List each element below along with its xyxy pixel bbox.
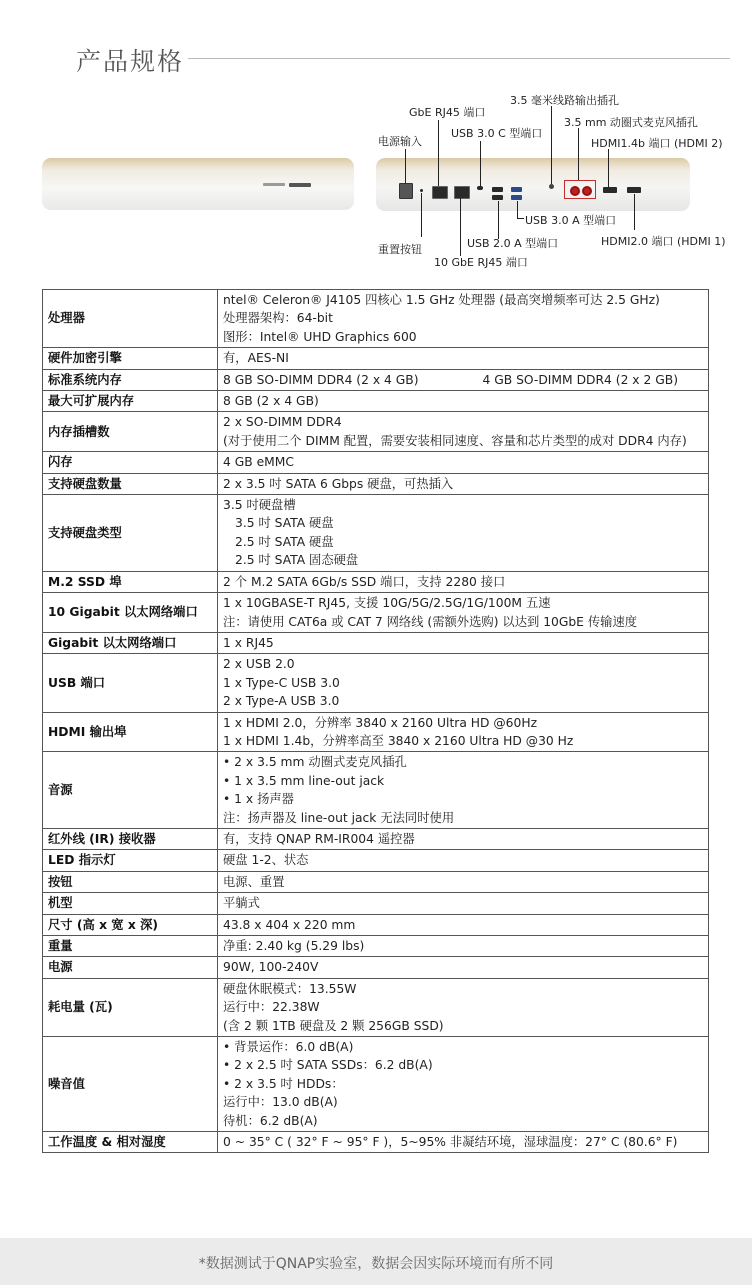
spec-label: 最大可扩展内存 bbox=[43, 391, 218, 412]
spec-label: HDMI 输出埠 bbox=[43, 712, 218, 752]
table-row bbox=[43, 391, 709, 412]
table-row bbox=[43, 369, 709, 390]
gbe-port bbox=[432, 186, 448, 199]
spec-value: 有，AES-NI bbox=[218, 348, 709, 369]
spec-value: 8 GB (2 x 4 GB) bbox=[218, 391, 709, 412]
leader-line bbox=[517, 201, 518, 218]
spec-label: 尺寸 (高 x 宽 x 深) bbox=[43, 914, 218, 935]
table-row bbox=[43, 348, 709, 369]
label-10gbe: 10 GbE RJ45 端口 bbox=[434, 256, 528, 269]
spec-table bbox=[42, 289, 709, 1153]
spec-value: 硬盘休眠模式：13.55W 运行中：22.38W (含 2 颗 1TB 硬盘及 2 颗 256GB SSD) bbox=[218, 978, 709, 1036]
spec-value: 平躺式 bbox=[218, 893, 709, 914]
leader-line bbox=[608, 149, 609, 187]
spec-value: • 2 x 3.5 mm 动圈式麦克风插孔 • 1 x 3.5 mm line-out jack • 1 x 扬声器 注：扬声器及 line-out jack 无法同时使用 bbox=[218, 752, 709, 829]
leader-line bbox=[517, 218, 524, 219]
label-line-out: 3.5 毫米线路输出插孔 bbox=[510, 94, 619, 107]
mic-jack bbox=[582, 186, 592, 196]
leader-line bbox=[421, 193, 422, 237]
spec-value: 8 GB SO-DIMM DDR4 (2 x 4 GB) 4 GB SO-DIMM DDR4 (2 x 2 GB) bbox=[218, 369, 709, 390]
spec-label: LED 指示灯 bbox=[43, 850, 218, 871]
leader-line bbox=[405, 149, 406, 183]
table-row bbox=[43, 632, 709, 653]
label-hdmi14: HDMI1.4b 端口 (HDMI 2) bbox=[591, 137, 723, 150]
line-out-jack bbox=[549, 184, 554, 189]
spec-value: 2 个 M.2 SATA 6Gb/s SSD 端口，支持 2280 接口 bbox=[218, 571, 709, 592]
spec-value: 1 x 10GBASE-T RJ45, 支援 10G/5G/2.5G/1G/100M 五速 注：请使用 CAT6a 或 CAT 7 网络线 (需额外选购) 以达到 10GbE 传输速度 bbox=[218, 593, 709, 633]
table-row bbox=[43, 850, 709, 871]
spec-value: 1 x HDMI 2.0，分辨率 3840 x 2160 Ultra HD @60Hz 1 x HDMI 1.4b，分辨率高至 3840 x 2160 Ultra HD @30 Hz bbox=[218, 712, 709, 752]
table-row bbox=[43, 593, 709, 633]
leader-line bbox=[498, 201, 499, 239]
table-row bbox=[43, 412, 709, 452]
spec-label: USB 端口 bbox=[43, 654, 218, 712]
spec-label: M.2 SSD 埠 bbox=[43, 571, 218, 592]
label-usb2a: USB 2.0 A 型端口 bbox=[467, 237, 559, 250]
table-row bbox=[43, 828, 709, 849]
table-row bbox=[43, 1132, 709, 1153]
table-row bbox=[43, 871, 709, 892]
spec-label: Gigabit 以太网络端口 bbox=[43, 632, 218, 653]
spec-label: 红外线 (IR) 接收器 bbox=[43, 828, 218, 849]
spec-value: 90W, 100-240V bbox=[218, 957, 709, 978]
spec-label: 工作温度 & 相对湿度 bbox=[43, 1132, 218, 1153]
spec-label: 耗电量 (瓦) bbox=[43, 978, 218, 1036]
usb2-port bbox=[492, 195, 503, 200]
10gbe-port bbox=[454, 186, 470, 199]
leader-line bbox=[480, 141, 481, 186]
table-row bbox=[43, 936, 709, 957]
spec-value: 43.8 x 404 x 220 mm bbox=[218, 914, 709, 935]
spec-value: 3.5 吋硬盘槽 3.5 吋 SATA 硬盘 2.5 吋 SATA 硬盘 2.5 吋 SATA 固态硬盘 bbox=[218, 495, 709, 572]
footer-note: *数据测试于QNAP实验室，数据会因实际环境而有所不同 bbox=[198, 1256, 554, 1272]
hdmi-port bbox=[603, 187, 617, 193]
label-gbe-rj45: GbE RJ45 端口 bbox=[409, 106, 486, 119]
table-row bbox=[43, 495, 709, 572]
spec-value: • 背景运作：6.0 dB(A) • 2 x 2.5 吋 SATA SSDs：6.2 dB(A) • 2 x 3.5 吋 HDDs： 运行中：13.0 dB(A) 待机：6.2 dB(A) bbox=[218, 1037, 709, 1132]
spec-label: 闪存 bbox=[43, 452, 218, 473]
label-power-input: 电源输入 bbox=[378, 135, 422, 148]
spec-label: 机型 bbox=[43, 893, 218, 914]
spec-label: 处理器 bbox=[43, 290, 218, 348]
table-row bbox=[43, 957, 709, 978]
table-row bbox=[43, 290, 709, 348]
table-row bbox=[43, 752, 709, 829]
table-row bbox=[43, 712, 709, 752]
spec-value: 2 x USB 2.0 1 x Type-C USB 3.0 2 x Type-A USB 3.0 bbox=[218, 654, 709, 712]
label-mic-in: 3.5 mm 动圈式麦克风插孔 bbox=[564, 116, 698, 129]
spec-label: 标准系统内存 bbox=[43, 369, 218, 390]
spec-value: 1 x RJ45 bbox=[218, 632, 709, 653]
spec-label: 按钮 bbox=[43, 871, 218, 892]
spec-value: 4 GB eMMC bbox=[218, 452, 709, 473]
leader-line bbox=[438, 120, 439, 186]
spec-value: 硬盘 1-2、状态 bbox=[218, 850, 709, 871]
table-row bbox=[43, 654, 709, 712]
leader-line bbox=[460, 198, 461, 256]
leader-line bbox=[634, 194, 635, 230]
reset-button bbox=[420, 189, 423, 192]
label-usb-c: USB 3.0 C 型端口 bbox=[451, 127, 543, 140]
label-usb3a: USB 3.0 A 型端口 bbox=[525, 214, 617, 227]
usb3-port bbox=[511, 187, 522, 192]
table-row bbox=[43, 571, 709, 592]
spec-label: 内存插槽数 bbox=[43, 412, 218, 452]
usb-c-port bbox=[477, 186, 483, 190]
spec-value: 有，支持 QNAP RM-IR004 遥控器 bbox=[218, 828, 709, 849]
table-row bbox=[43, 1037, 709, 1132]
label-reset: 重置按钮 bbox=[378, 243, 422, 256]
table-row bbox=[43, 914, 709, 935]
label-hdmi20: HDMI2.0 端口 (HDMI 1) bbox=[601, 235, 726, 248]
leader-line bbox=[551, 106, 552, 184]
front-brand-mark bbox=[263, 183, 285, 186]
usb3-port bbox=[511, 195, 522, 200]
title-divider bbox=[188, 58, 730, 59]
power-port bbox=[399, 183, 413, 199]
mic-jack bbox=[570, 186, 580, 196]
table-row bbox=[43, 893, 709, 914]
spec-label: 电源 bbox=[43, 957, 218, 978]
usb2-port bbox=[492, 187, 503, 192]
spec-label: 重量 bbox=[43, 936, 218, 957]
table-row bbox=[43, 978, 709, 1036]
spec-value: 2 x SO-DIMM DDR4 (对于使用二个 DIMM 配置，需要安装相同速度、容量和芯片类型的成对 DDR4 内存) bbox=[218, 412, 709, 452]
spec-value: 0 ~ 35° C ( 32° F ~ 95° F )，5~95% 非凝结环境，湿球温度：27° C (80.6° F) bbox=[218, 1132, 709, 1153]
spec-label: 噪音值 bbox=[43, 1037, 218, 1132]
spec-label: 10 Gigabit 以太网络端口 bbox=[43, 593, 218, 633]
table-row bbox=[43, 473, 709, 494]
spec-label: 音源 bbox=[43, 752, 218, 829]
spec-label: 支持硬盘数量 bbox=[43, 473, 218, 494]
hdmi-port bbox=[627, 187, 641, 193]
spec-value: 净重: 2.40 kg (5.29 lbs) bbox=[218, 936, 709, 957]
spec-value: 2 x 3.5 吋 SATA 6 Gbps 硬盘，可热插入 bbox=[218, 473, 709, 494]
leader-line bbox=[578, 128, 579, 180]
spec-label: 硬件加密引擎 bbox=[43, 348, 218, 369]
spec-value: ntel® Celeron® J4105 四核心 1.5 GHz 处理器 (最高突增频率可达 2.5 GHz) 处理器架构：64-bit 图形：Intel® UHD Graphics 600 bbox=[218, 290, 709, 348]
spec-value: 电源、重置 bbox=[218, 871, 709, 892]
spec-label: 支持硬盘类型 bbox=[43, 495, 218, 572]
table-row bbox=[43, 452, 709, 473]
front-logo-mark bbox=[289, 183, 311, 187]
section-title: 产品规格 bbox=[76, 47, 185, 76]
device-back-image bbox=[376, 158, 690, 211]
